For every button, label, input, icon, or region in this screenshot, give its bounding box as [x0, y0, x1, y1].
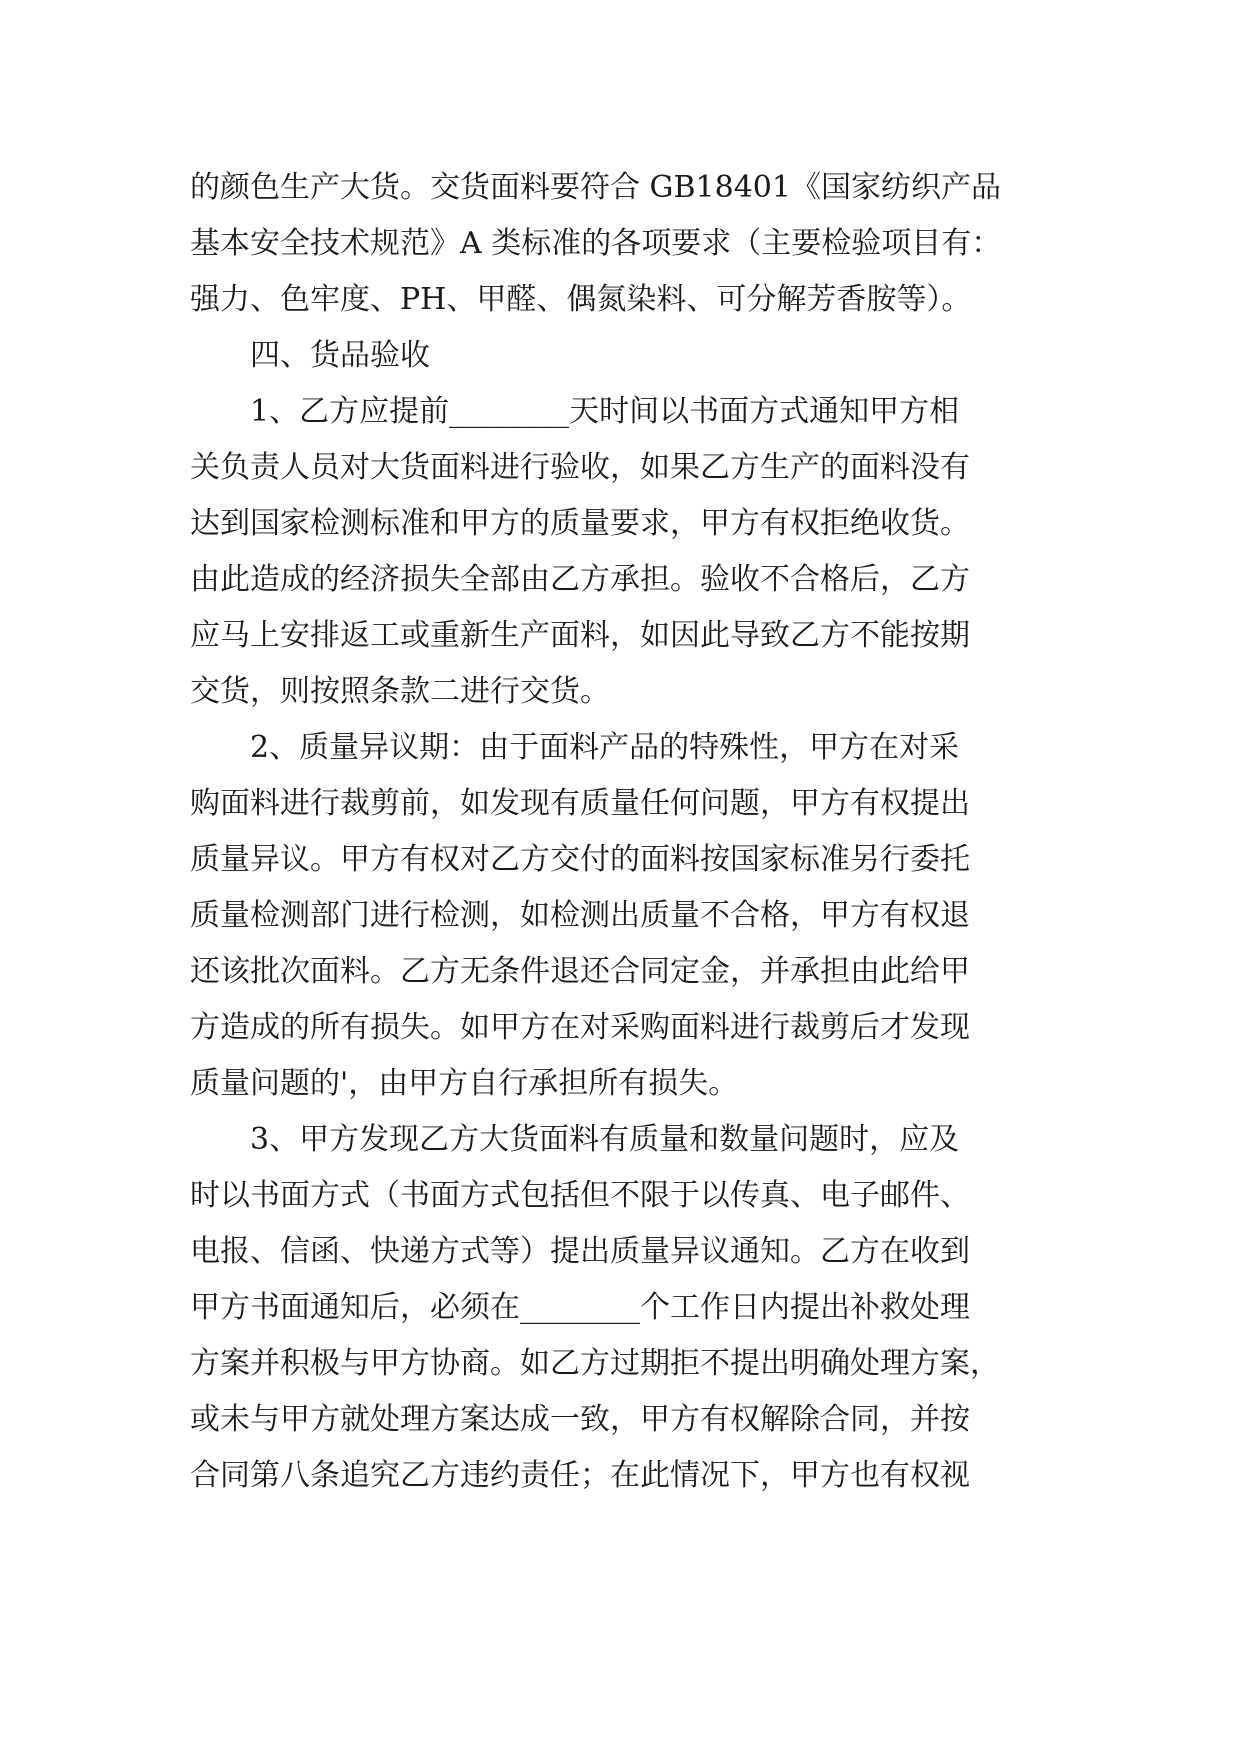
- body-line: 甲方书面通知后，必须在________个工作日内提出补救处理: [190, 1290, 970, 1325]
- body-line: 合同第八条追究乙方违约责任；在此情况下，甲方也有权视: [190, 1458, 970, 1493]
- body-line: 质量问题的'，由甲方自行承担所有损失。: [190, 1066, 739, 1101]
- body-line: 电报、信函、快递方式等）提出质量异议通知。乙方在收到: [190, 1234, 970, 1269]
- body-line: 购面料进行裁剪前，如发现有质量任何问题，甲方有权提出: [190, 786, 970, 821]
- body-line: 方案并积极与甲方协商。如乙方过期拒不提出明确处理方案，: [190, 1346, 1000, 1381]
- body-line: 交货，则按照条款二进行交货。: [190, 674, 610, 709]
- body-line: 应马上安排返工或重新生产面料，如因此导致乙方不能按期: [190, 618, 970, 653]
- body-line: 基本安全技术规范》A 类标准的各项要求（主要检验项目有：: [190, 226, 1002, 261]
- body-line: 时以书面方式（书面方式包括但不限于以传真、电子邮件、: [190, 1178, 970, 1213]
- clause-1-first-line: 1、乙方应提前________天时间以书面方式通知甲方相: [250, 394, 960, 429]
- body-line: 由此造成的经济损失全部由乙方承担。验收不合格后，乙方: [190, 562, 970, 597]
- body-line: 质量异议。甲方有权对乙方交付的面料按国家标准另行委托: [190, 842, 970, 877]
- body-line: 达到国家检测标准和甲方的质量要求，甲方有权拒绝收货。: [190, 506, 970, 541]
- body-line: 的颜色生产大货。交货面料要符合 GB18401《国家纺织产品: [190, 170, 1001, 205]
- clause-3-first-line: 3、甲方发现乙方大货面料有质量和数量问题时，应及: [250, 1122, 960, 1157]
- body-line: 方造成的所有损失。如甲方在对采购面料进行裁剪后才发现: [190, 1010, 970, 1045]
- document-body: [190, 160, 1070, 1504]
- section-heading-goods-acceptance: 四、货品验收: [250, 338, 430, 373]
- body-line: 或未与甲方就处理方案达成一致，甲方有权解除合同，并按: [190, 1402, 970, 1437]
- body-line: 关负责人员对大货面料进行验收，如果乙方生产的面料没有: [190, 450, 970, 485]
- clause-2-first-line: 2、质量异议期：由于面料产品的特殊性，甲方在对采: [250, 730, 960, 765]
- body-line: 强力、色牢度、PH、甲醛、偶氮染料、可分解芳香胺等）。: [190, 282, 972, 317]
- body-line: 还该批次面料。乙方无条件退还合同定金，并承担由此给甲: [190, 954, 970, 989]
- body-line: 质量检测部门进行检测，如检测出质量不合格，甲方有权退: [190, 898, 970, 933]
